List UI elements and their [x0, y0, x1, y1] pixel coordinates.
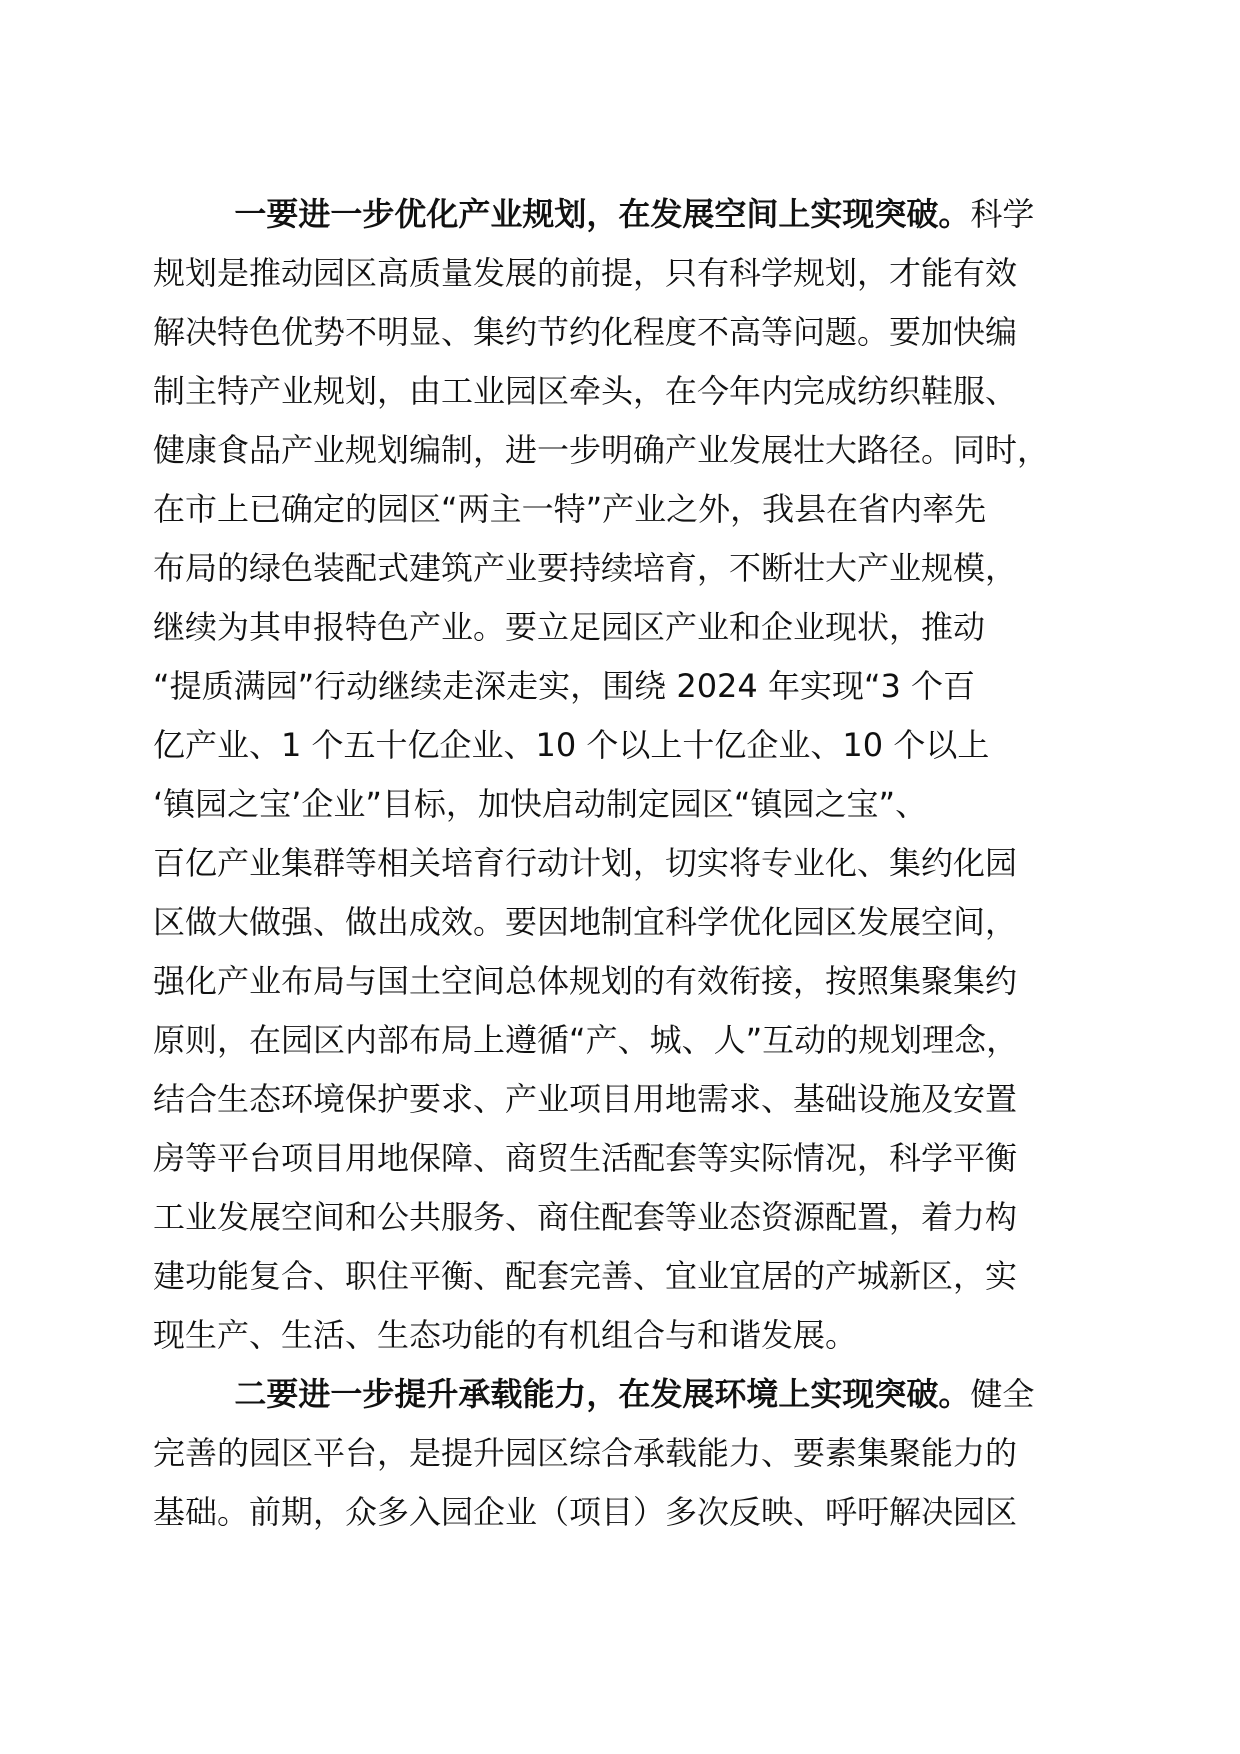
paragraph-1-line: 布局的绿色装配式建筑产业要持续培育，不断壮大产业规模， [153, 549, 1018, 587]
paragraph-2-line-1 [153, 1365, 1088, 1424]
paragraph-1-text: 科学 [970, 195, 1035, 233]
paragraph-1-line: 制主特产业规划，由工业园区牵头，在今年内完成纺织鞋服、 [153, 372, 1018, 410]
paragraph-1-line: “提质满园”行动继续走深走实，围绕 2024 年实现“3 个百 [153, 667, 976, 705]
paragraph-2-text: 健全 [970, 1375, 1035, 1413]
paragraph-1-line: 亿产业、1 个五十亿企业、10 个以上十亿企业、10 个以上 [153, 726, 990, 764]
paragraph-1-line: 区做大做强、做出成效。要因地制宜科学优化园区发展空间， [153, 903, 1018, 941]
paragraph-1-line: 继续为其申报特色产业。要立足园区产业和企业现状，推动 [153, 608, 986, 646]
paragraph-2 [153, 1365, 1088, 1542]
paragraph-1-line: 建功能复合、职住平衡、配套完善、宜业宜居的产城新区，实 [153, 1257, 1018, 1295]
paragraph-1-line: ‘镇园之宝’企业”目标，加快启动制定园区“镇园之宝”、 [153, 785, 928, 823]
paragraph-1-line-1 [153, 185, 1088, 244]
paragraph-1-line: 百亿产业集群等相关培育行动计划，切实将专业化、集约化园 [153, 844, 1018, 882]
paragraph-1-line: 规划是推动园区高质量发展的前提，只有科学规划，才能有效 [153, 254, 1018, 292]
paragraph-2-line: 基础。前期，众多入园企业（项目）多次反映、呼吁解决园区 [153, 1493, 1018, 1531]
paragraph-2-line: 完善的园区平台，是提升园区综合承载能力、要素集聚能力的 [153, 1434, 1018, 1472]
paragraph-1-heading: 一要进一步优化产业规划，在发展空间上实现突破。 [234, 195, 971, 233]
paragraph-1 [153, 185, 1088, 1365]
paragraph-1-line: 结合生态环境保护要求、产业项目用地需求、基础设施及安置 [153, 1080, 1018, 1118]
document-body [153, 185, 1088, 1542]
paragraph-1-line: 解决特色优势不明显、集约节约化程度不高等问题。要加快编 [153, 313, 1018, 351]
paragraph-1-line: 强化产业布局与国土空间总体规划的有效衔接，按照集聚集约 [153, 962, 1018, 1000]
paragraph-2-heading: 二要进一步提升承载能力，在发展环境上实现突破。 [234, 1375, 971, 1413]
paragraph-1-line: 原则，在园区内部布局上遵循“产、城、人”互动的规划理念， [153, 1021, 1019, 1059]
paragraph-1-line: 工业发展空间和公共服务、商住配套等业态资源配置，着力构 [153, 1198, 1018, 1236]
paragraph-1-line: 在市上已确定的园区“两主一特”产业之外，我县在省内率先 [153, 490, 987, 528]
paragraph-1-line: 房等平台项目用地保障、商贸生活配套等实际情况，科学平衡 [153, 1139, 1018, 1177]
paragraph-1-line: 现生产、生活、生态功能的有机组合与和谐发展。 [153, 1316, 858, 1354]
paragraph-1-line: 健康食品产业规划编制，进一步明确产业发展壮大路径。同时， [153, 431, 1050, 469]
